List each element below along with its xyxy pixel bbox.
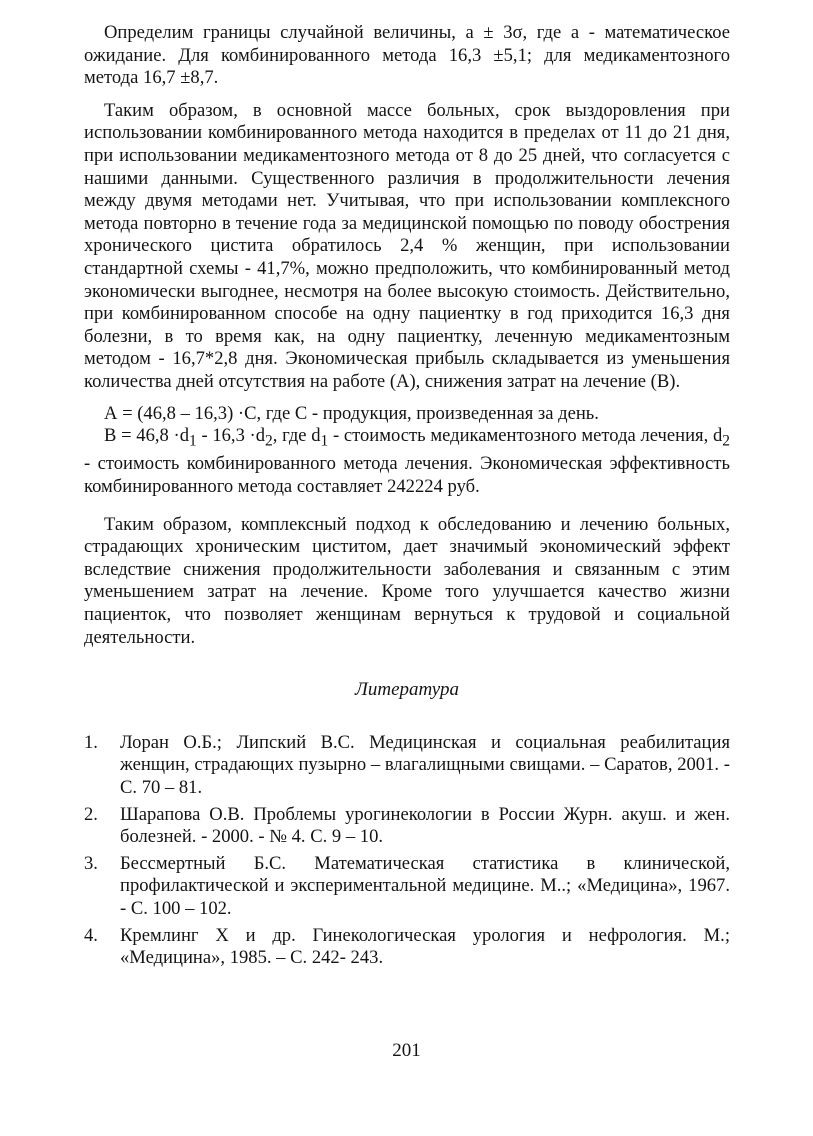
reference-number: 2.	[84, 803, 98, 825]
formula-b-part: , где d	[272, 425, 321, 447]
page-text	[84, 22, 730, 974]
formula-b-subscript: 1	[189, 432, 197, 450]
reference-item	[84, 853, 730, 921]
reference-item	[84, 804, 730, 849]
reference-text: Лоран О.Б.; Липский В.С. Медицинская и социальная реабилитация женщин, страдающих пузырно – влагалищными свищами. – Саратов, 2001. - С. 70 – 81.	[120, 731, 730, 798]
reference-item	[84, 732, 730, 800]
reference-text: Шарапова О.В. Проблемы урогинекологии в России Журн. акуш. и жен. болезней. - 2000. - № 4. С. 9 – 10.	[120, 803, 730, 848]
paragraph-random-bounds: Определим границы случайной величины, a ± 3σ, где а - математическое ожидание. Для комбинированного метода 16,3 ±5,1; для медикаментозного метода 16,7 ±8,7.	[84, 22, 730, 89]
page-number: 201	[392, 1040, 421, 1061]
formula-b-subscript: 1	[320, 432, 329, 450]
reference-text: Бессмертный Б.С. Математическая статистика в клинической, профилактической и экспериментальной медицине. М..; «Медицина», 1967. - С. 100 – 102.	[120, 852, 730, 919]
reference-number: 1.	[84, 731, 98, 753]
formula-a: А = (46,8 – 16,3) ·С, где С - продукция, произведенная за день.	[104, 402, 599, 424]
formula-b-part: В = 46,8 ·d	[104, 425, 189, 447]
formula-b-part: - стоимость комбинированного метода лечения. Экономическая эффективность комбинированного метода составляет 242224 руб.	[84, 453, 730, 497]
reference-text: Кремлинг Х и др. Гинекологическая урология и нефрология. М.; «Медицина», 1985. – С. 242- 243.	[120, 924, 730, 969]
paragraph-conclusion-economics: Таким образом, в основной массе больных, срок выздоровления при использовании комбинированного метода находится в пределах от 11 до 21 дня, при использовании медикаментозного метода от 8 до 25 дней, что согласуется с нашими данными. Существенного различия в продолжительности лечения между двумя методами нет. Учитывая, что при использовании комплексного метода повторно в течение года за медицинской помощью по поводу обострения хронического цистита обратилось 2,4 % женщин, при использовании стандартной схемы - 41,7%, можно предположить, что комбинированный метод экономически выгоднее, несмотря на более высокую стоимость. Действительно, при комбинированном способе на одну пациентку в год приходится 16,3 дня болезни, в то время как, на одну пациентку, леченную медикаментозным методом - 16,7*2,8 дня. Экономическая прибыль складывается из уменьшения количества дней отсутствия на работе (А), снижения затрат на лечение (В).	[84, 99, 730, 392]
reference-item	[84, 925, 730, 970]
references-list	[84, 732, 730, 970]
references-heading: Литература	[355, 679, 459, 701]
reference-number: 3.	[84, 852, 98, 874]
formula-b-subscript: 2	[722, 432, 730, 450]
reference-number: 4.	[84, 924, 98, 946]
formula-b	[84, 425, 730, 499]
formula-b-part: - стоимость медикаментозного метода лечения, d	[328, 425, 723, 447]
formula-b-subscript: 2	[265, 432, 273, 450]
paragraph-final-conclusion: Таким образом, комплексный подход к обследованию и лечению больных, страдающих хроническим циститом, дает значимый экономический эффект вследствие снижения продолжительности заболевания и связанным с этим уменьшением затрат на лечение. Кроме того улучшается качество жизни пациенток, что позволяет женщинам вернуться к трудовой и социальной деятельности.	[84, 513, 730, 648]
formula-b-part: - 16,3 ·d	[196, 425, 266, 447]
